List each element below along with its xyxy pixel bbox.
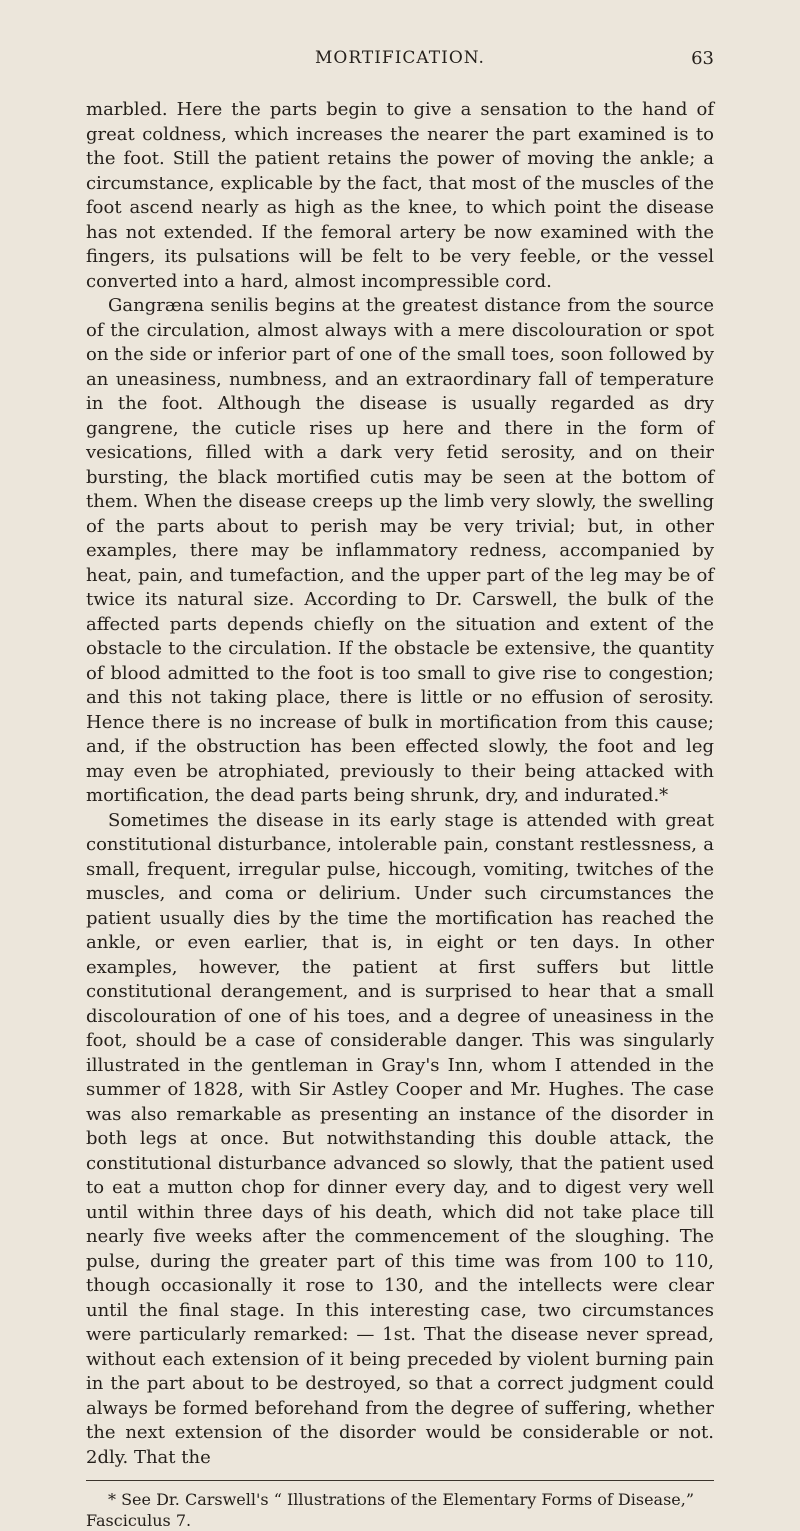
footnote: * See Dr. Carswell's “ Illustrations of the Elementary Forms of Disease,” Fasciculus 7.: [86, 1490, 695, 1530]
paragraph-2: Gangræna senilis begins at the greatest distance from the source of the circulation, almost always with a mere discolouration or spot on the side or inferior part of one of the small toes, soon followed by an uneasiness, numbness, and an extraordinary fall of temperature in the foot. Although the disease is usually regarded as dry gangrene, the cuticle rises up here and there in the form of vesications, filled with a dark very fetid serosity, and on their bursting, the black mortified cutis may be seen at the bottom of them. When the disease creeps up the limb very slowly, the swelling of the parts about to perish may be very trivial; but, in other examples, there may be inflammatory redness, accompanied by heat, pain, and tumefaction, and the upper part of the leg may be of twice its natural size. According to Dr. Carswell, the bulk of the affected parts depends chiefly on the situation and extent of the obstacle to the circulation. If the obstacle be extensive, the quantity of blood admitted to the foot is too small to give rise to congestion; and this not taking place, there is little or no effusion of serosity. Hence there is no increase of bulk in mortification from this cause; and, if the obstruction has been effected slowly, the foot and leg may even be atrophiated, previously to their being attacked with mortification, the dead parts being shrunk, dry, and indurated.*: [86, 295, 714, 806]
page-number: 63: [691, 48, 714, 69]
body-text: [86, 98, 714, 1470]
page-header: [86, 48, 714, 88]
paragraph-1: marbled. Here the parts begin to give a sensation to the hand of great coldness, which increases the nearer the part examined is to the foot. Still the patient retains the power of moving the ankle; a circumstance, explicable by the fact, that most of the muscles of the foot ascend nearly as high as the knee, to which point the disease has not extended. If the femoral artery be now examined with the fingers, its pulsations will be felt to be very feeble, or the vessel converted into a hard, almost incompressible cord.: [86, 99, 714, 292]
footnote-divider: [86, 1480, 714, 1481]
paragraph-3: Sometimes the disease in its early stage is attended with great constitutional disturbance, intolerable pain, constant restlessness, a small, frequent, irregular pulse, hiccough, vomiting, twitches of the muscles, and coma or delirium. Under such circumstances the patient usually dies by the time the mortification has reached the ankle, or even earlier, that is, in eight or ten days. In other examples, however, the patient at first suffers but little constitutional derangement, and is surprised to hear that a small discolouration of one of his toes, and a degree of uneasiness in the foot, should be a case of considerable danger. This was singularly illustrated in the gentleman in Gray's Inn, whom I attended in the summer of 1828, with Sir Astley Cooper and Mr. Hughes. The case was also remarkable as presenting an instance of the disorder in both legs at once. But notwithstanding this double attack, the constitutional disturbance advanced so slowly, that the patient used to eat a mutton chop for dinner every day, and to digest very well until within three days of his death, which did not take place till nearly five weeks after the commencement of the sloughing. The pulse, during the greater part of this time was from 100 to 110, though occasionally it rose to 130, and the intellects were clear until the final stage. In this interesting case, two circumstances were particularly remarked: — 1st. That the disease never spread, without each extension of it being preceded by violent burning pain in the part about to be destroyed, so that a correct judgment could always be formed beforehand from the degree of suffering, whether the next extension of the disorder would be considerable or not. 2dly. That the: [86, 809, 714, 1468]
running-title: MORTIFICATION.: [315, 48, 485, 68]
